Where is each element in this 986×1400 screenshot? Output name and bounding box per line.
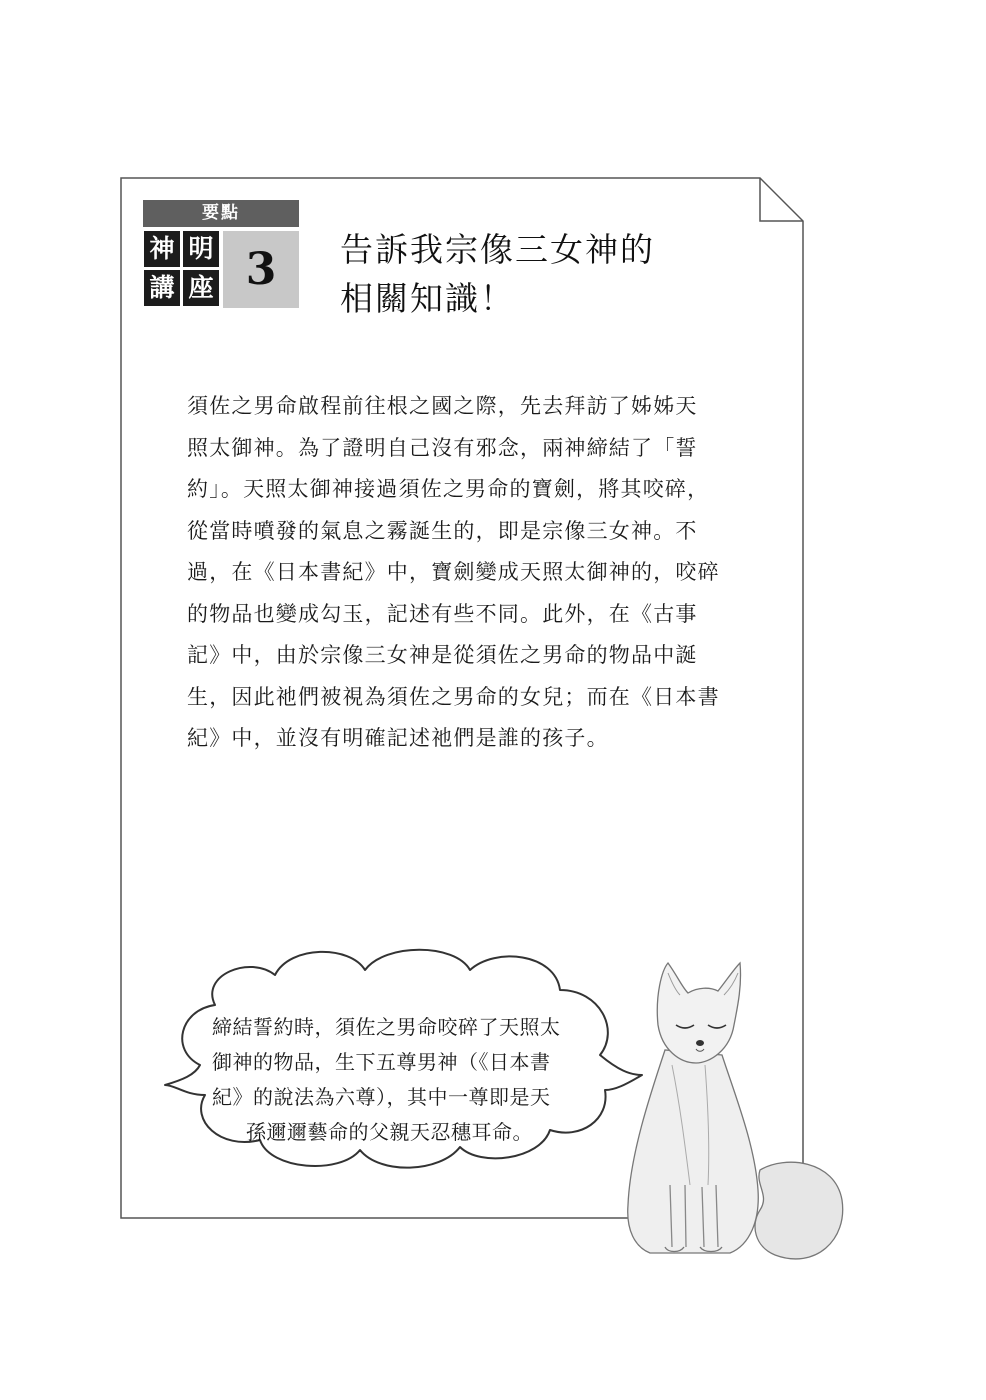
badge-label: 要點: [143, 200, 299, 227]
badge-char: 講: [144, 270, 180, 306]
page-title: [340, 225, 740, 323]
badge-char: 神: [144, 231, 180, 267]
body-paragraph: [187, 386, 731, 760]
speech-bubble-text: [212, 1010, 632, 1150]
body-line: 記》中，由於宗像三女神是從須佐之男命的物品中誕: [187, 643, 698, 667]
bubble-line: 孫邇邇藝命的父親天忍穗耳命。: [246, 1120, 533, 1144]
badge-number: 3: [223, 231, 299, 308]
badge-char: 明: [183, 231, 219, 267]
body-line: 須佐之男命啟程前往根之國之際，先去拜訪了姊姊天: [187, 394, 698, 418]
bubble-line: 締結誓約時，須佐之男命咬碎了天照太: [212, 1015, 561, 1039]
title-line: 相關知識！: [340, 279, 515, 318]
badge-char: 座: [183, 270, 219, 306]
body-line: 的物品也變成勾玉，記述有些不同。此外，在《古事: [187, 601, 698, 626]
fox-illustration: [610, 955, 850, 1275]
badge-character-grid: [143, 231, 221, 307]
body-line: 紀》中，並沒有明確記述祂們是誰的孩子。: [187, 726, 609, 750]
body-line: 生，因此祂們被視為須佐之男命的女兒；而在《日本書: [187, 684, 720, 709]
title-line: 告訴我宗像三女神的: [340, 230, 655, 269]
body-line: 過，在《日本書紀》中，寶劍變成天照太御神的，咬碎: [187, 560, 720, 584]
body-line: 照太御神。為了證明自己沒有邪念，兩神締結了「誓: [187, 435, 698, 460]
body-line: 從當時噴發的氣息之霧誕生的，即是宗像三女神。不: [187, 518, 698, 543]
bubble-line: 紀》的說法為六尊），其中一尊即是天: [212, 1085, 551, 1109]
body-line: 約」。天照太御神接過須佐之男命的寶劍，將其咬碎，: [187, 477, 710, 501]
bubble-line: 御神的物品，生下五尊男神（《日本書: [212, 1050, 551, 1074]
